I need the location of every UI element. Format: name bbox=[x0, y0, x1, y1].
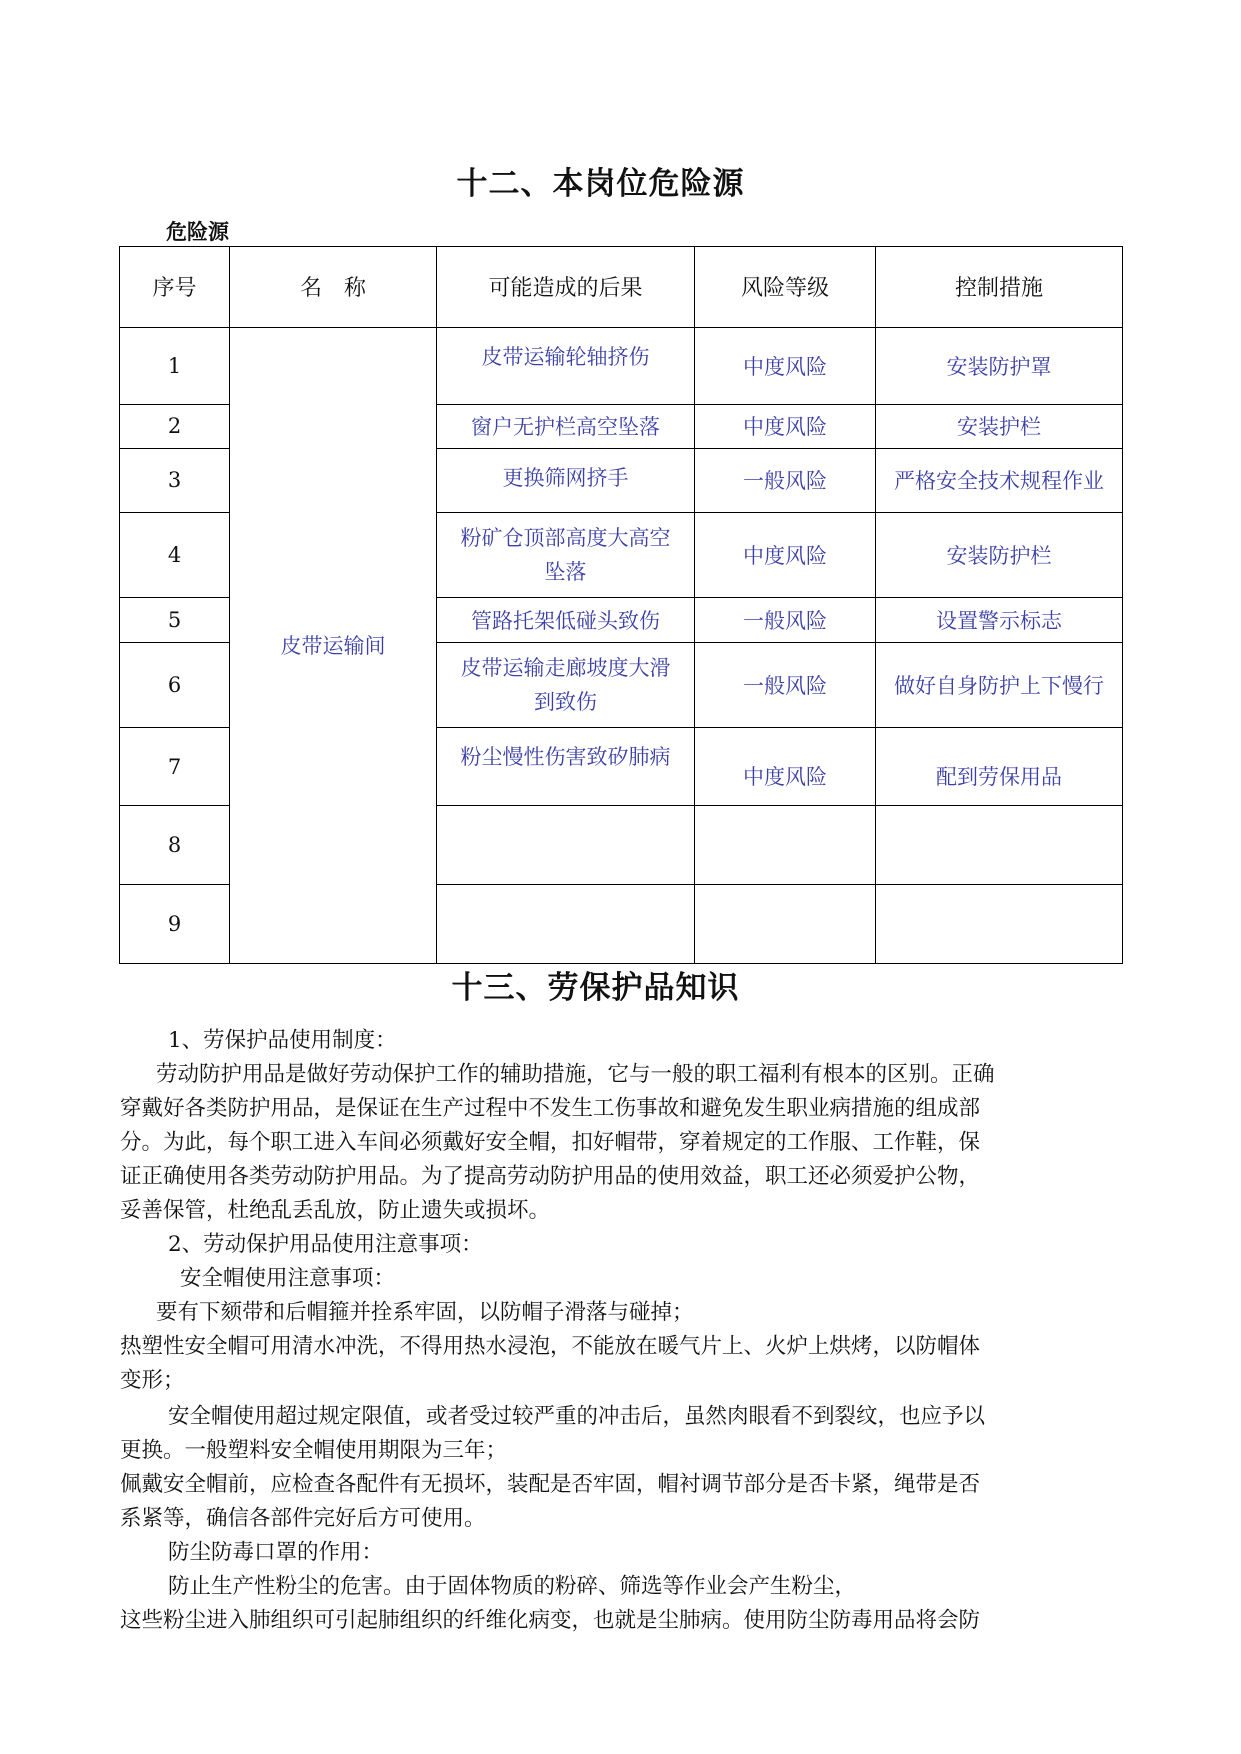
paragraph-line: 1、劳保护品使用制度： bbox=[168, 1028, 397, 1053]
measure-cell bbox=[876, 885, 1123, 964]
measure-cell: 安装防护栏 bbox=[876, 512, 1123, 598]
row-number: 8 bbox=[120, 806, 230, 885]
risk-level-cell: 中度风险 bbox=[695, 327, 876, 404]
consequence-cell: 管路托架低碰头致伤 bbox=[437, 598, 695, 642]
paragraph-line: 穿戴好各类防护用品，是保证在生产过程中不发生工伤事故和避免发生职业病措施的组成部 bbox=[120, 1096, 981, 1121]
row-number: 2 bbox=[120, 404, 230, 448]
row-number: 5 bbox=[120, 598, 230, 642]
risk-level-cell bbox=[695, 885, 876, 964]
measure-cell: 配到劳保用品 bbox=[876, 727, 1123, 806]
paragraph-line: 安全帽使用注意事项： bbox=[180, 1266, 396, 1291]
paragraph-line: 防尘防毒口罩的作用： bbox=[168, 1540, 384, 1565]
paragraph-line: 佩戴安全帽前，应检查各配件有无损坏，装配是否牢固，帽衬调节部分是否卡紧，绳带是否 bbox=[120, 1472, 981, 1497]
paragraph-line: 热塑性安全帽可用清水冲洗，不得用热水浸泡，不能放在暖气片上、火炉上烘烤，以防帽体 bbox=[120, 1334, 981, 1359]
location-cell: 皮带运输间 bbox=[230, 327, 437, 963]
paragraph-line: 这些粉尘进入肺组织可引起肺组织的纤维化病变，也就是尘肺病。使用防尘防毒用品将会防 bbox=[120, 1608, 981, 1633]
paragraph-line: 妥善保管，杜绝乱丢乱放，防止遗失或损坏。 bbox=[120, 1198, 551, 1223]
consequence-cell: 更换筛网挤手 bbox=[437, 448, 695, 512]
section-12-title: 十二、本岗位危险源 bbox=[456, 166, 745, 202]
paragraph-line: 系紧等，确信各部件完好后方可使用。 bbox=[120, 1506, 486, 1531]
consequence-cell: 皮带运输轮轴挤伤 bbox=[437, 327, 695, 404]
risk-level-cell: 一般风险 bbox=[695, 642, 876, 727]
row-number: 3 bbox=[120, 448, 230, 512]
measure-cell bbox=[876, 806, 1123, 885]
hazard-table bbox=[119, 246, 1123, 964]
risk-level-cell: 一般风险 bbox=[695, 598, 876, 642]
consequence-cell: 皮带运输走廊坡度大滑到致伤 bbox=[437, 642, 695, 727]
risk-level-cell: 中度风险 bbox=[695, 727, 876, 806]
hazard-subtitle: 危险源 bbox=[166, 220, 229, 244]
measure-cell: 做好自身防护上下慢行 bbox=[876, 642, 1123, 727]
measure-cell: 设置警示标志 bbox=[876, 598, 1123, 642]
paragraph-line: 2、劳动保护用品使用注意事项： bbox=[168, 1232, 483, 1257]
risk-level-cell: 中度风险 bbox=[695, 512, 876, 598]
paragraph-line: 分。为此，每个职工进入车间必须戴好安全帽，扣好帽带，穿着规定的工作服、工作鞋，保 bbox=[120, 1130, 981, 1155]
section-13-title: 十三、劳保护品知识 bbox=[451, 970, 740, 1006]
row-number: 6 bbox=[120, 642, 230, 727]
risk-level-cell: 中度风险 bbox=[695, 404, 876, 448]
paragraph-line: 证正确使用各类劳动防护用品。为了提高劳动防护用品的使用效益，职工还必须爱护公物， bbox=[120, 1164, 981, 1189]
measure-cell: 安装护栏 bbox=[876, 404, 1123, 448]
risk-level-cell: 一般风险 bbox=[695, 448, 876, 512]
header-name: 名 称 bbox=[230, 247, 437, 328]
row-number: 1 bbox=[120, 327, 230, 404]
paragraph-line: 变形； bbox=[120, 1368, 185, 1393]
paragraph-line: 劳动防护用品是做好劳动保护工作的辅助措施，它与一般的职工福利有根本的区别。正确 bbox=[156, 1062, 995, 1087]
consequence-cell bbox=[437, 806, 695, 885]
paragraph-line: 防止生产性粉尘的危害。由于固体物质的粉碎、筛选等作业会产生粉尘， bbox=[168, 1574, 857, 1599]
paragraph-line: 要有下颏带和后帽箍并拴系牢固，以防帽子滑落与碰掉； bbox=[156, 1300, 694, 1325]
consequence-cell bbox=[437, 885, 695, 964]
header-measure: 控制措施 bbox=[876, 247, 1123, 328]
paragraph-line: 更换。一般塑料安全帽使用期限为三年； bbox=[120, 1438, 508, 1463]
consequence-cell: 粉矿仓顶部高度大高空坠落 bbox=[437, 512, 695, 598]
measure-cell: 严格安全技术规程作业 bbox=[876, 448, 1123, 512]
consequence-cell: 窗户无护栏高空坠落 bbox=[437, 404, 695, 448]
table-row bbox=[120, 327, 1123, 404]
row-number: 7 bbox=[120, 727, 230, 806]
row-number: 9 bbox=[120, 885, 230, 964]
header-no: 序号 bbox=[120, 247, 230, 328]
risk-level-cell bbox=[695, 806, 876, 885]
measure-cell: 安装防护罩 bbox=[876, 327, 1123, 404]
paragraph-line: 安全帽使用超过规定限值，或者受过较严重的冲击后，虽然肉眼看不到裂纹，也应予以 bbox=[168, 1404, 986, 1429]
header-risk-level: 风险等级 bbox=[695, 247, 876, 328]
table-header-row bbox=[120, 247, 1123, 328]
consequence-cell: 粉尘慢性伤害致矽肺病 bbox=[437, 727, 695, 806]
row-number: 4 bbox=[120, 512, 230, 598]
header-consequence: 可能造成的后果 bbox=[437, 247, 695, 328]
